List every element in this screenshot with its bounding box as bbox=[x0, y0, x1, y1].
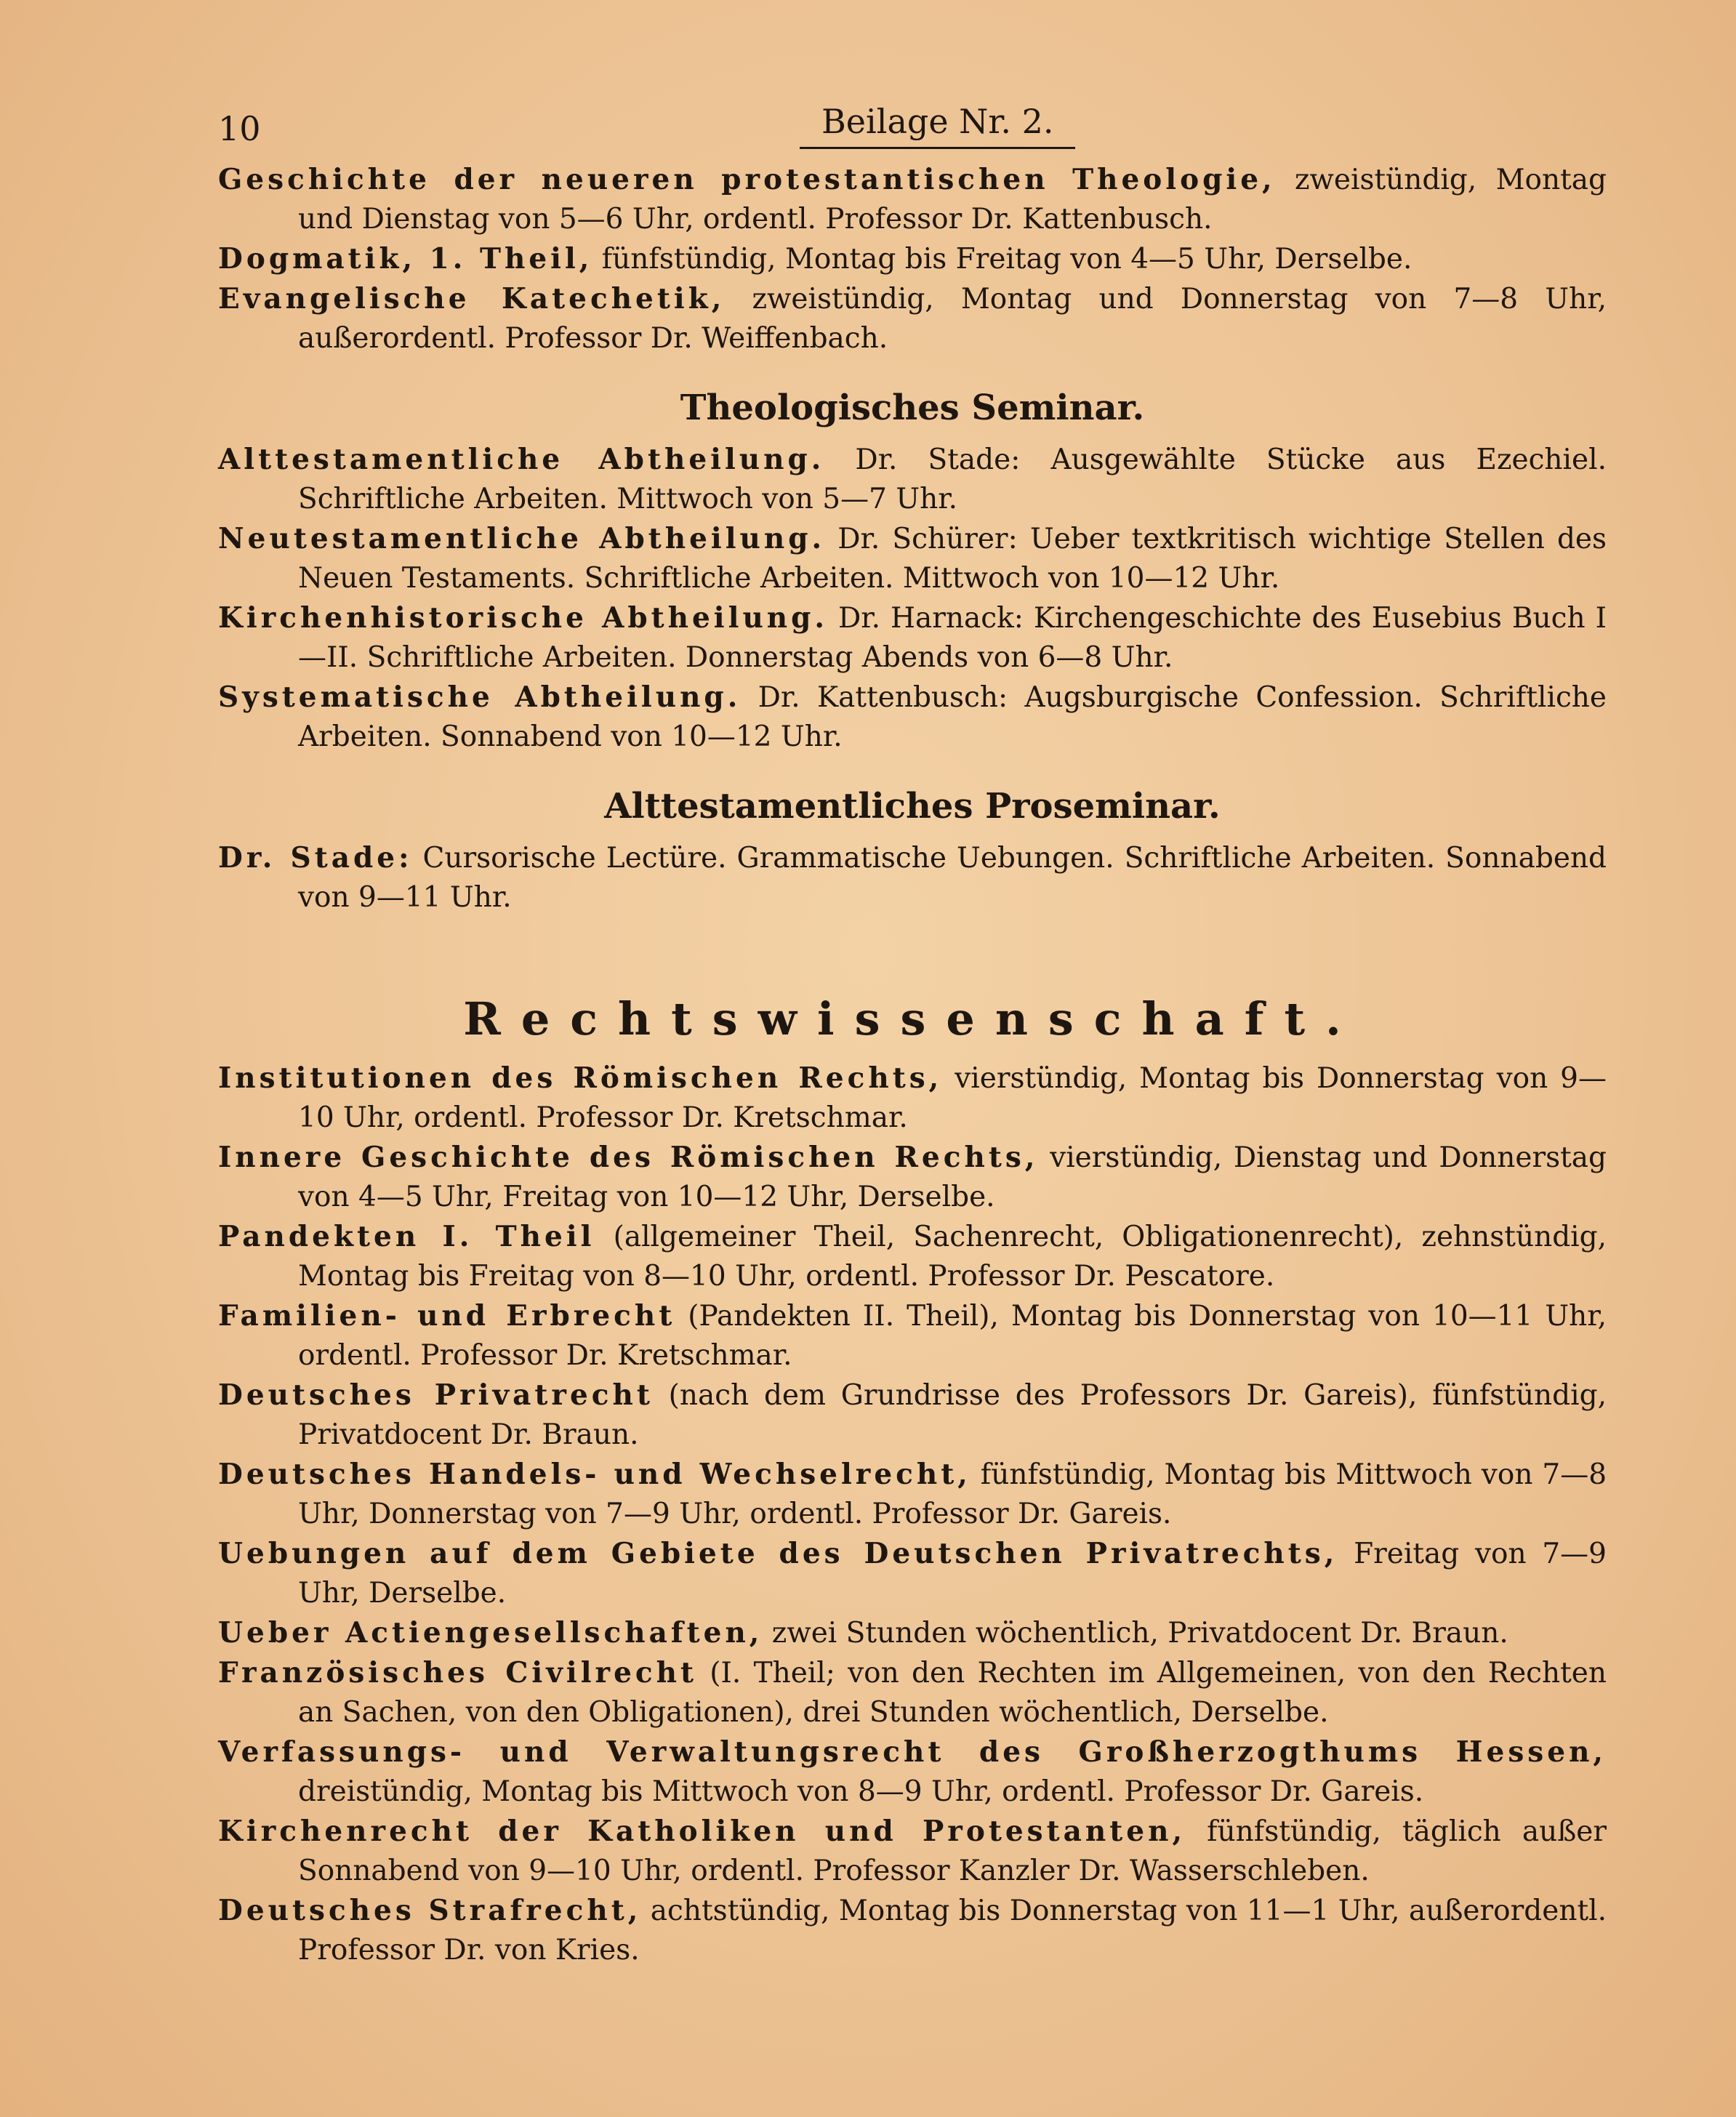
lecture-entry bbox=[218, 279, 1607, 358]
entry-text: fünfstündig, Montag bis Mittwoch von 7—8 Uhr, Donnerstag von 7—9 Uhr, ordentl. Professor Dr. Gareis. bbox=[298, 1458, 1607, 1530]
entry-text: Dr. Harnack: Kirchengeschichte des Eusebius Buch I—II. Schriftliche Arbeiten. Donnerstag Abends von 6—8 Uhr. bbox=[298, 602, 1607, 674]
law-entry bbox=[218, 1534, 1607, 1613]
proseminar-entry bbox=[218, 838, 1607, 917]
section-heading-proseminar: Alttestamentliches Proseminar. bbox=[604, 786, 1221, 827]
seminar-entry bbox=[218, 440, 1607, 519]
law-entry bbox=[218, 1732, 1607, 1812]
entry-title: Geschichte der neueren protestantischen Theologie, bbox=[218, 163, 1276, 196]
entry-text: dreistündig, Montag bis Mittwoch von 8—9 Uhr, ordentl. Professor Dr. Gareis. bbox=[298, 1775, 1424, 1808]
entry-text: Dr. Stade: Ausgewählte Stücke aus Ezechiel. Schriftliche Arbeiten. Mittwoch von 5—7 Uhr. bbox=[298, 443, 1607, 515]
law-entry bbox=[218, 1217, 1607, 1296]
running-head: Beilage Nr. 2. bbox=[800, 102, 1075, 149]
entry-text: (allgemeiner Theil, Sachenrecht, Obligationenrecht), zehnstündig, Montag bis Freitag von 8—10 Uhr, ordentl. Professor Dr. Pescatore. bbox=[298, 1221, 1607, 1293]
seminar-entries bbox=[218, 440, 1607, 757]
entry-text: achtstündig, Montag bis Donnerstag von 11—1 Uhr, außerordentl. Professor Dr. von Kries. bbox=[298, 1895, 1607, 1967]
entry-title: Neutestamentliche Abtheilung. bbox=[218, 522, 826, 555]
entry-title: Verfassungs- und Verwaltungsrecht des Großherzogthums Hessen, bbox=[218, 1735, 1607, 1769]
document-page bbox=[218, 95, 1607, 1970]
entry-title: Evangelische Katechetik, bbox=[218, 282, 726, 316]
section-heading-seminar: Theologisches Seminar. bbox=[680, 387, 1145, 428]
law-entry bbox=[218, 1891, 1607, 1970]
law-entry bbox=[218, 1375, 1607, 1455]
lecture-entry bbox=[218, 239, 1607, 279]
entry-text: Freitag von 7—9 Uhr, Derselbe. bbox=[298, 1538, 1607, 1610]
theology-lectures bbox=[218, 160, 1607, 358]
entry-title: Kirchenhistorische Abtheilung. bbox=[218, 601, 828, 635]
seminar-entry bbox=[218, 598, 1607, 678]
law-entry bbox=[218, 1058, 1607, 1138]
entry-title: Pandekten I. Theil bbox=[218, 1220, 595, 1253]
entry-text: zweistündig, Montag und Donnerstag von 7—8 Uhr, außerordentl. Professor Dr. Weiffenbach. bbox=[298, 283, 1607, 355]
law-entry bbox=[218, 1138, 1607, 1217]
entry-title: Institutionen des Römischen Rechts, bbox=[218, 1061, 943, 1095]
entry-title: Deutsches Strafrecht, bbox=[218, 1894, 642, 1927]
entry-title: Uebungen auf dem Gebiete des Deutschen Privatrechts, bbox=[218, 1537, 1338, 1570]
entry-title: Deutsches Handels- und Wechselrecht, bbox=[218, 1458, 971, 1491]
seminar-entry bbox=[218, 519, 1607, 598]
entry-text: vierstündig, Montag bis Donnerstag von 9—10 Uhr, ordentl. Professor Dr. Kretschmar. bbox=[298, 1062, 1607, 1134]
entry-text: fünfstündig, Montag bis Freitag von 4—5 Uhr, Derselbe. bbox=[601, 243, 1412, 276]
entry-text: (nach dem Grundrisse des Professors Dr. Gareis), fünfstündig, Privatdocent Dr. Braun. bbox=[298, 1379, 1607, 1451]
entry-text: Dr. Schürer: Ueber textkritisch wichtige Stellen des Neuen Testaments. Schriftliche Arbeiten. Mittwoch von 10—12 Uhr. bbox=[298, 523, 1607, 595]
entry-title: Innere Geschichte des Römischen Rechts, bbox=[218, 1141, 1039, 1174]
entry-text: Cursorische Lectüre. Grammatische Uebungen. Schriftliche Arbeiten. Sonnabend von 9—11 Uhr. bbox=[298, 842, 1607, 914]
entry-text: (Pandekten II. Theil), Montag bis Donnerstag von 10—11 Uhr, ordentl. Professor Dr. Kretschmar. bbox=[298, 1300, 1607, 1372]
law-entry bbox=[218, 1812, 1607, 1891]
entry-text: fünfstündig, täglich außer Sonnabend von 9—10 Uhr, ordentl. Professor Kanzler Dr. Wasserschleben. bbox=[298, 1815, 1607, 1887]
entry-text: zwei Stunden wöchentlich, Privatdocent Dr. Braun. bbox=[771, 1617, 1508, 1650]
entry-text: Dr. Kattenbusch: Augsburgische Confession. Schriftliche Arbeiten. Sonnabend von 10—12 Uhr. bbox=[298, 681, 1607, 753]
entry-title: Dogmatik, 1. Theil, bbox=[218, 242, 593, 276]
law-entry bbox=[218, 1296, 1607, 1375]
law-entry bbox=[218, 1613, 1607, 1653]
entry-title: Deutsches Privatrecht bbox=[218, 1378, 654, 1412]
entry-text: vierstündig, Dienstag und Donnerstag von 4—5 Uhr, Freitag von 10—12 Uhr, Derselbe. bbox=[298, 1141, 1607, 1213]
law-entry bbox=[218, 1455, 1607, 1534]
proseminar-entries bbox=[218, 838, 1607, 917]
entry-text: zweistündig, Montag und Dienstag von 5—6 Uhr, ordentl. Professor Dr. Kattenbusch. bbox=[298, 164, 1607, 236]
entry-title: Ueber Actiengesellschaften, bbox=[218, 1616, 763, 1650]
seminar-entry bbox=[218, 678, 1607, 757]
page-header bbox=[218, 95, 1607, 153]
entry-title: Französisches Civilrecht bbox=[218, 1656, 698, 1690]
entry-title: Systematische Abtheilung. bbox=[218, 680, 742, 714]
entry-title: Alttestamentliche Abtheilung. bbox=[218, 443, 825, 476]
page-number: 10 bbox=[218, 109, 261, 148]
lecture-entry bbox=[218, 160, 1607, 239]
entry-title: Familien- und Erbrecht bbox=[218, 1299, 676, 1333]
entry-text: (I. Theil; von den Rechten im Allgemeinen, von den Rechten an Sachen, von den Obligationen), drei Stunden wöchentlich, Derselbe. bbox=[298, 1657, 1607, 1729]
law-entry bbox=[218, 1653, 1607, 1732]
law-entries bbox=[218, 1058, 1607, 1970]
entry-title: Kirchenrecht der Katholiken und Protestanten, bbox=[218, 1815, 1186, 1848]
entry-title: Dr. Stade: bbox=[218, 841, 413, 875]
section-heading-law: Rechtswissenschaft. bbox=[463, 992, 1362, 1045]
